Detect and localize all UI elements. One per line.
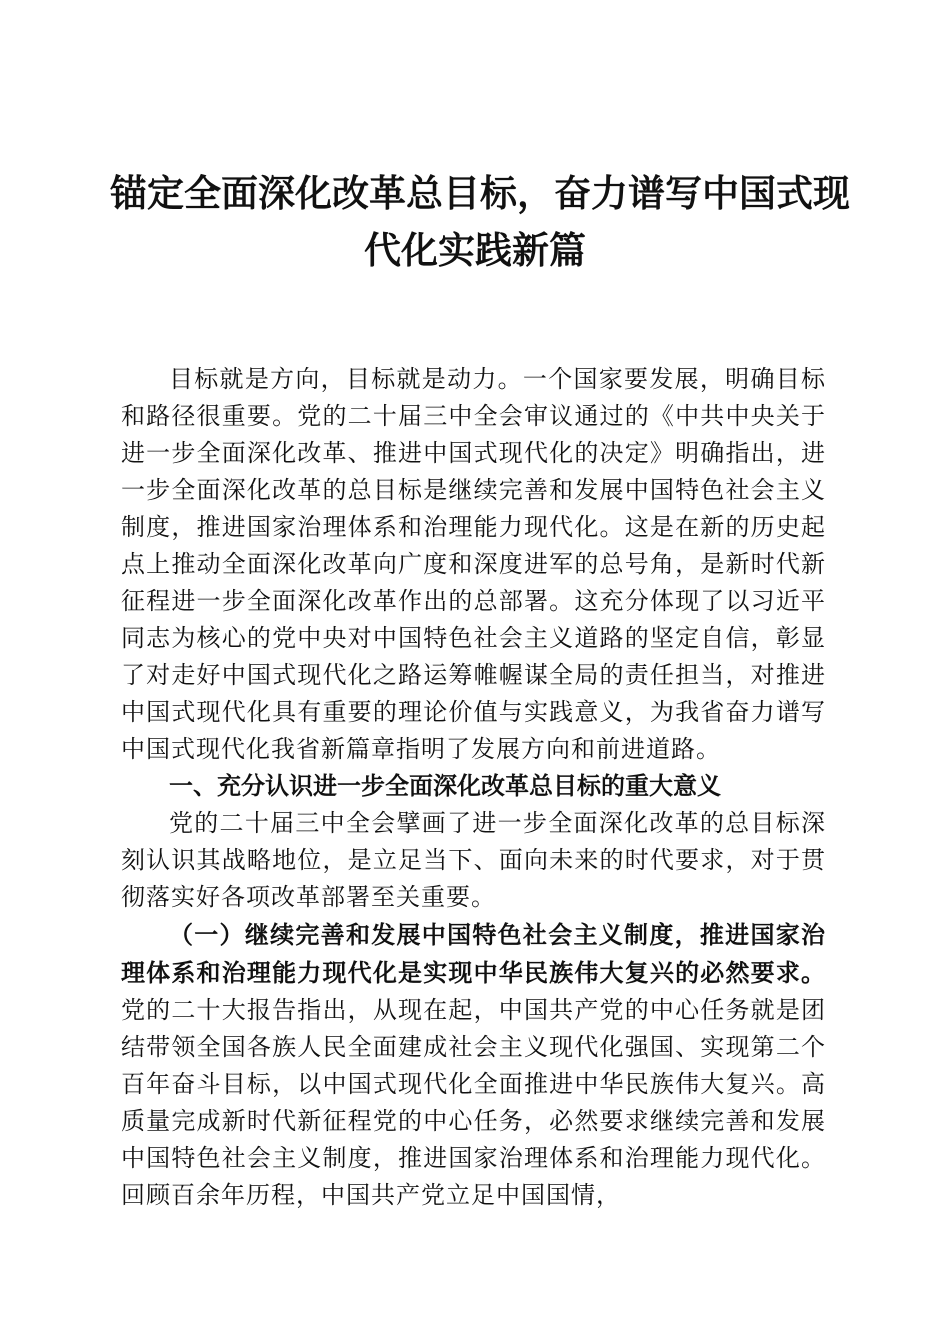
section-heading-1: 一、充分认识进一步全面深化改革总目标的重大意义 bbox=[169, 772, 721, 800]
paragraph-intro: 目标就是方向，目标就是动力。一个国家要发展，明确目标和路径很重要。党的二十届三中全会审议通过的《中共中央关于进一步全面深化改革、推进中国式现代化的决定》明确指出，进一步全面深化改革的总目标是继续完善和发展中国特色社会主义制度，推进国家治理体系和治理能力现代化。这是在新的历史起点上推动全面深化改革向广度和深度进军的总号角，是新时代新征程进一步全面深化改革作出的总部署。这充分体现了以习近平同志为核心的党中央对中国特色社会主义道路的坚定自信，彰显了对走好中国式现代化之路运筹帷幄谋全局的责任担当，对推进中国式现代化具有重要的理论价值与实践意义，为我省奋力谱写中国式现代化我省新篇章指明了发展方向和前进道路。 bbox=[121, 365, 826, 763]
subsection-1-body: 党的二十大报告指出，从现在起，中国共产党的中心任务就是团结带领全国各族人民全面建成社会主义现代化强国、实现第二个百年奋斗目标，以中国式现代化全面推进中华民族伟大复兴。高质量完成新时代新征程党的中心任务，必然要求继续完善和发展中国特色社会主义制度，推进国家治理体系和治理能力现代化。回顾百余年历程，中国共产党立足中国国情， bbox=[121, 996, 826, 1209]
document-body bbox=[121, 361, 826, 1214]
document-title bbox=[110, 165, 850, 279]
subsection-heading-1: （一）继续完善和发展中国特色社会主义制度，推进国家治理体系和治理能力现代化是实现中华民族伟大复兴的必然要求。 bbox=[121, 920, 826, 987]
title-line-2: 代化实践新篇 bbox=[364, 228, 586, 272]
paragraph-section-1: 党的二十届三中全会擘画了进一步全面深化改革的总目标深刻认识其战略地位，是立足当下、面向未来的时代要求，对于贯彻落实好各项改革部署至关重要。 bbox=[121, 809, 826, 911]
title-line-1: 锚定全面深化改革总目标，奋力谱写中国式现 bbox=[110, 171, 850, 215]
paragraph-subsection-1 bbox=[121, 916, 826, 1214]
